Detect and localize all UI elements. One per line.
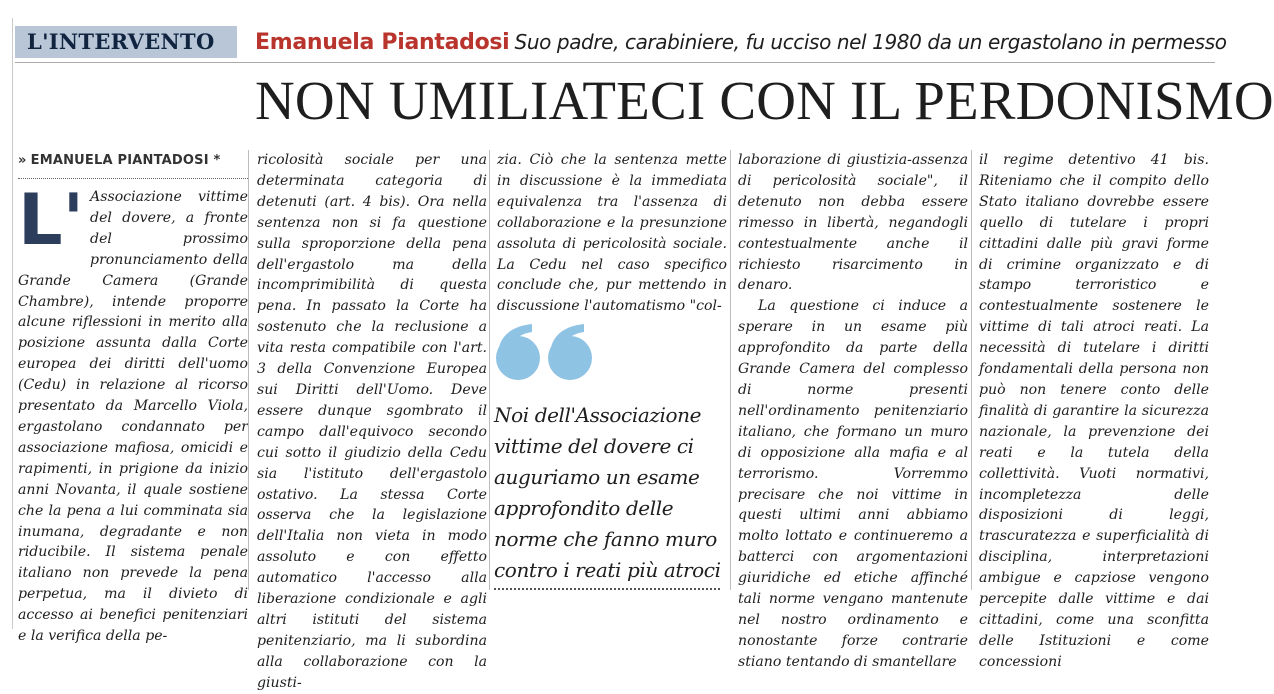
headline: NON UMILIATECI CON IL PERDONISMO <box>255 70 1274 131</box>
column-4-text-b: La questione ci induce a sperare in un esame più approfondito da parte della Grande Camera del complesso di norme presenti nell'ordinamento penitenziario italiano, che formano un muro di opposizione alla mafia e al terrorismo. Vorremmo precisare che noi vittime in questi ultimi anni abbiamo molto lottato e continueremo a batterci con argomentazioni giuridiche ed etiche affinché tali norme vengano mantenute nel nostro ordinamento e nonostante forze contrarie stiano tentando di smantellare <box>738 298 968 670</box>
column-2-text: ricolosità sociale per una determinata categoria di detenuti (art. 4 bis). Ora nella sentenza non si fa questione sulla sproporzione della pena dell'ergastolo ma della incomprimibilità di questa pena. In passato la Corte ha sostenuto che la reclusione a vita resta compatibile con l'art. 3 della Convenzione Europea sui Diritti dell'Uomo. Deve essere dunque sgombrato il campo dall'equivoco secondo cui sotto il giudizio della Cedu sia l'istituto dell'ergastolo ostativo. La stessa Corte osserva che la legislazione dell'Italia non vieta in modo assoluto e con effetto automatico l'accesso alla liberazione condizionale e agli altri istituti del sistema penitenziario, ma li subordina alla collaborazione con la giusti- <box>257 152 487 691</box>
column-1-text: Associazione vittime del dovere, a fronte del prossimo pronunciamento della Grande Camera (Grande Chambre), intende proporre alcune riflessioni in merito alla posizione assunta dalla Corte europea dei diritti dell'uomo (Cedu) in relazione al ricorso presentato da Marcello Viola, ergastolano condannato per associazione mafiosa, omicidi e rapimenti, in prigione da inizio anni Novanta, il quale sostiene che la pena a lui comminata sia inumana, degradante e non riducibile. Il sistema penale italiano non prevede la pena perpetua, ma il divieto di accesso ai benefici penitenziari e la verifica della pe- <box>18 189 248 645</box>
article-column-5 <box>979 150 1209 670</box>
article-column-3 <box>497 150 727 320</box>
byline <box>255 26 1227 58</box>
double-chevron-icon: » <box>18 153 27 168</box>
column-3-text: zia. Ciò che la sentenza mette in discussione è la immediata equivalenza tra l'assenza di collaborazione e la presunzione assoluta di pericolosità sociale. La Cedu nel caso specifico conclude che, pur mettendo in discussione l'automatismo "col- <box>497 152 727 315</box>
pull-quote-text: Noi dell'Associazione vittime del dovere ci auguriamo un esame approfondito delle norme che fanno muro contro i reati più atroci <box>494 403 721 582</box>
column-rule <box>489 150 490 590</box>
author-tag <box>18 150 248 172</box>
column-5-text: il regime detentivo 41 bis. Riteniamo che il compito dello Stato italiano dovrebbe essere quello di tutelare i propri cittadini dalle più gravi forme di crimine organizzato e di stampo terroristico e contestualmente sostenere le vittime di tali atroci reati. La necessità di tutelare i diritti fondamentali della persona non può non tenere conto delle finalità di garantire la sicurezza nazionale, la prevenzione dei reati e la tutela della collettività. Vuoti normativi, incompletezza delle disposizioni di leggi, trascuratezza e superficialità di disciplina, interpretazioni ambigue e capziose vengono percepite dalle vittime e dai cittadini, come una sconfitta delle Istituzioni e come concessioni <box>979 152 1209 670</box>
article-column-4 <box>738 150 968 670</box>
column-rule <box>248 150 249 590</box>
author-divider <box>18 172 248 179</box>
column-rule <box>730 150 731 590</box>
column-4-text-a: laborazione di giustizia-assenza di pericolosità sociale", il detenuto non debba essere rimesso in libertà, negandogli contestualmente anche il richiesto risarcimento in denaro. <box>738 152 968 294</box>
top-bar <box>15 26 1227 58</box>
article-column-2 <box>257 150 487 691</box>
article-column-1 <box>18 150 248 645</box>
pull-quote <box>494 322 724 586</box>
section-kicker: L'INTERVENTO <box>15 26 237 58</box>
dropcap: L' <box>18 179 85 261</box>
header-divider <box>15 62 1215 63</box>
pull-quote-divider <box>494 586 720 590</box>
page-edge-line <box>12 18 13 629</box>
byline-name: Emanuela Piantadosi <box>255 30 510 55</box>
quote-mark-icon <box>494 322 724 382</box>
author-name: EMANUELA PIANTADOSI * <box>30 153 221 168</box>
column-rule <box>971 150 972 590</box>
byline-subtitle: Suo padre, carabiniere, fu ucciso nel 1980 da un ergastolano in permesso <box>514 30 1227 54</box>
